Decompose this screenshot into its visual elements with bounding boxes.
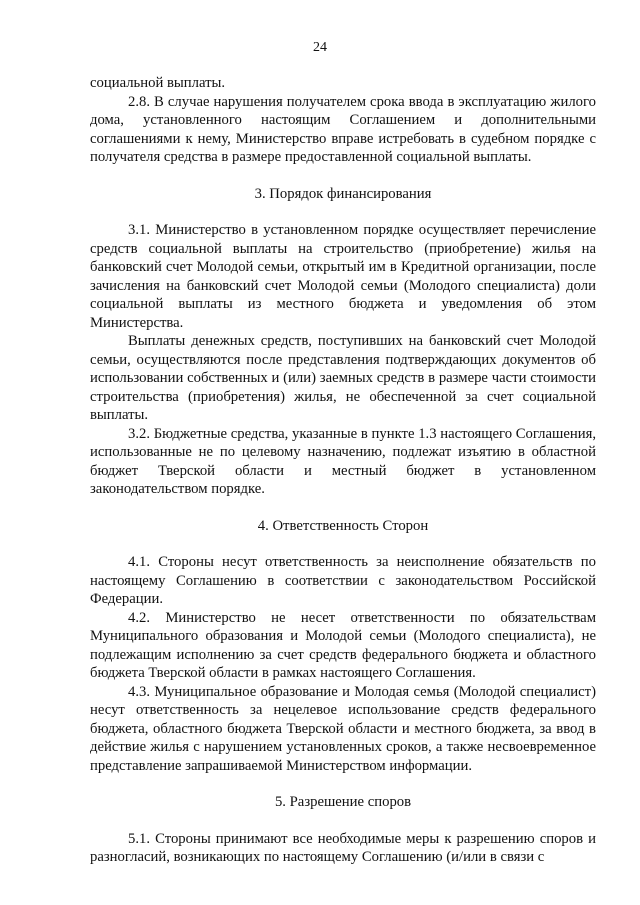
paragraph-3-2: 3.2. Бюджетные средства, указанные в пункте 1.3 настоящего Соглашения, использованные не по целевому назначению, подлежат изъятию в областной бюджет Тверской области и местный бюджет в установленном законодательством порядке. xyxy=(90,425,596,497)
section-5-heading: 5. Разрешение споров xyxy=(274,794,412,810)
page-number: 24 xyxy=(313,40,327,55)
paragraph-5-1: 5.1. Стороны принимают все необходимые меры к разрешению споров и разногласий, возникающих по настоящему Соглашению (и/или в связи с xyxy=(90,830,596,865)
section-4-heading: 4. Ответственность Сторон xyxy=(257,517,429,534)
paragraph-3-1-payments: Выплаты денежных средств, поступивших на банковский счет Молодой семьи, осуществляются после представления подтверждающих документов об использовании собственных и (или) заемных средств в размере части стоимости строительства (приобретения) жилья, не обеспеченной за счет социальной выплаты. xyxy=(90,333,596,423)
paragraph-2-8: 2.8. В случае нарушения получателем срока ввода в эксплуатацию жилого дома, установленного настоящим Соглашением и дополнительными соглашениями к нему, Министерство вправе истребовать в судебном порядке с получателя средства в размере предоставленной социальной выплаты. xyxy=(90,93,596,165)
paragraph-4-3: 4.3. Муниципальное образование и Молодая семья (Молодой специалист) несут ответственность за нецелевое использование средств федерального бюджета, областного бюджета Тверской области и местного бюджета, за ввод в действие жилья с нарушением установленных сроков, а также несвоевременное представление запрашиваемой Министерством информации. xyxy=(90,683,596,774)
paragraph-3-1: 3.1. Министерство в установленном порядке осуществляет перечисление средств социальной выплаты на строительство (приобретение) жилья на банковский счет Молодой семьи, открытый им в Кредитной организации, после зачисления на банковский счет Молодой семьи (Молодого специалиста) доли социальной выплаты из местного бюджета и уведомления об этом Министерства. xyxy=(90,222,596,331)
paragraph-4-1: 4.1. Стороны несут ответственность за неисполнение обязательств по настоящему Соглашению в соответствии с законодательством Российской Федерации. xyxy=(90,554,596,607)
paragraph-continuation: социальной выплаты. xyxy=(90,75,226,91)
section-3-heading: 3. Порядок финансирования xyxy=(254,185,432,202)
document-body xyxy=(90,74,596,867)
paragraph-4-2: 4.2. Министерство не несет ответственности по обязательствам Муниципального образования и Молодой семьи (Молодого специалиста), не подлежащим исполнению за счет средств федерального бюджета и областного бюджета Тверской области в рамках настоящего Соглашения. xyxy=(90,609,596,681)
